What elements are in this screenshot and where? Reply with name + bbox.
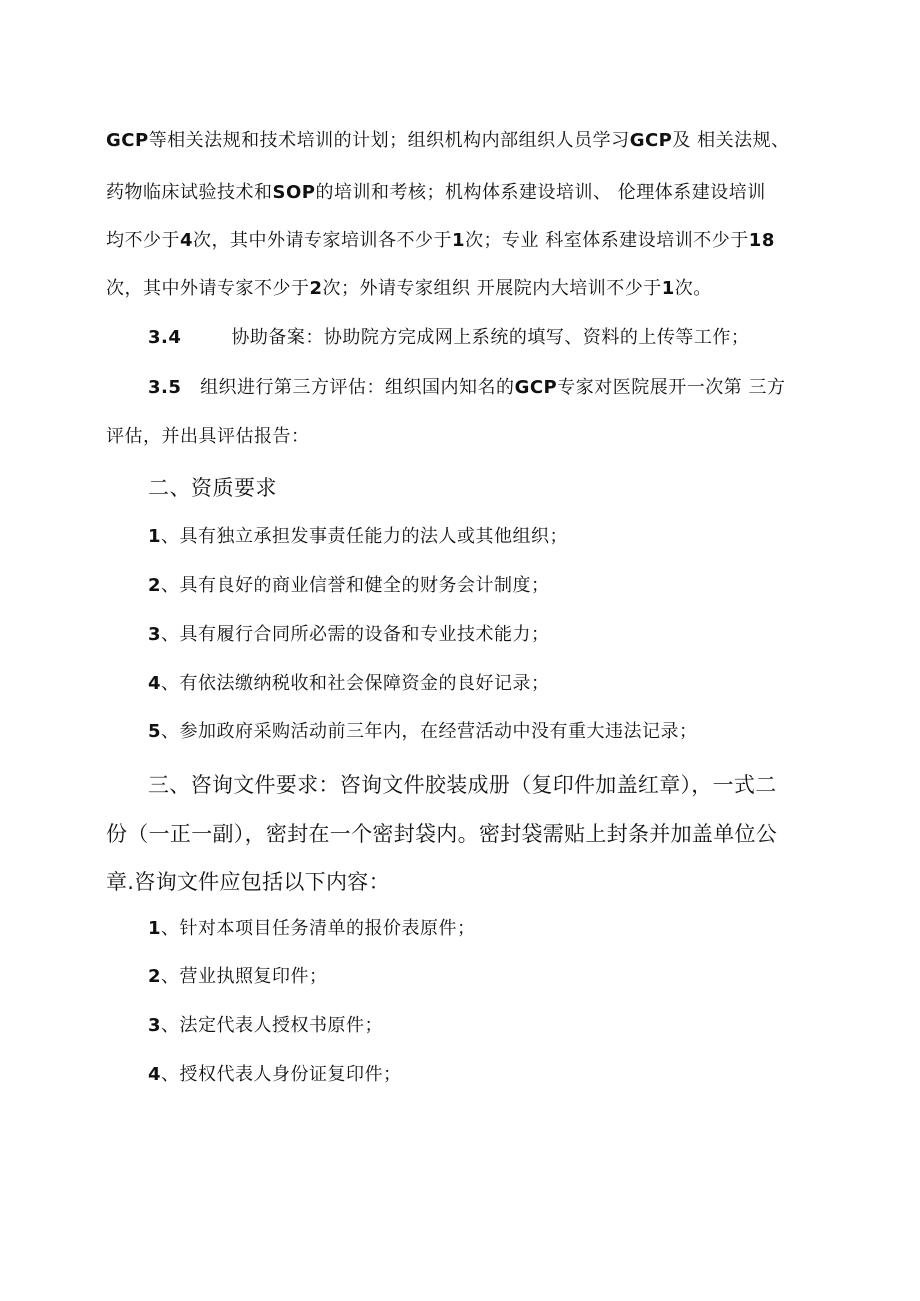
text: 等相关法规和技术培训的计划；组织机构内部组织人员学习 [148,130,630,151]
item-3-5-line2 [106,424,310,450]
doc-item [148,916,476,942]
item-text: 、营业执照复印件； [161,966,328,987]
text: 次，其中外请专家不少于 [106,278,310,299]
item-number: 4 [148,673,162,694]
doc-item [148,1013,383,1039]
item-number: 3.5 [148,377,182,398]
item-text: 、有依法缴纳税收和社会保障资金的良好记录； [161,673,550,694]
qualification-item [148,719,698,745]
item-3-4 [148,325,749,351]
para1-line4 [106,276,712,302]
item-text: 评估，并出具评估报告： [106,426,310,447]
item-text: 专家对医院展开一次第 三方 [557,377,786,398]
qualification-item [148,622,550,648]
text: 次。 [674,278,712,299]
item-number: 1 [148,526,162,547]
item-text: 、法定代表人授权书原件； [161,1015,384,1036]
item-number: 3 [148,624,162,645]
item-text: 协助备案：协助院方完成网上系统的填写、资料的上传等工作； [231,327,750,348]
number: 1 [661,278,675,299]
item-text: 、授权代表人身份证复印件； [161,1064,402,1085]
text: 次；外请专家组织 开展院内大培训不少于 [322,278,662,299]
number: 4 [180,230,194,251]
text: 次，其中外请专家培训各不少于 [193,230,453,251]
gcp-term: GCP [629,130,673,151]
section3-line2: 份（一正一副），密封在一个密封袋内。密封袋需贴上封条并加盖单位公 [106,822,778,846]
item-text: 、针对本项目任务清单的报价表原件； [161,918,476,939]
qualification-item [148,524,568,550]
item-number: 1 [148,918,162,939]
number: 18 [748,230,775,251]
para1-line2 [106,180,766,206]
item-number: 4 [148,1064,162,1085]
text: 及 相关法规、 [672,130,790,151]
section-title-consult-docs: 三、咨询文件要求：咨询文件胶装成册（复印件加盖红章），一式二 [148,773,777,797]
qualification-item [148,671,550,697]
doc-item [148,964,328,990]
number: 2 [309,278,323,299]
text: 药物临床试验技术和 [106,182,273,203]
item-number: 5 [148,721,162,742]
item-text: 组织进行第三方评估：组织国内知名的 [200,377,515,398]
gcp-term: GCP [106,130,149,151]
gcp-term: GCP [514,377,558,398]
text: 次；专业 科室体系建设培训不少于 [465,230,749,251]
item-text: 、具有独立承担发事责任能力的法人或其他组织； [161,526,569,547]
qualification-item [148,573,550,599]
item-3-5 [148,375,785,401]
item-number: 2 [148,966,162,987]
item-number: 3 [148,1015,162,1036]
section-title-qualifications: 二、资质要求 [148,476,277,500]
sop-term: SOP [272,182,316,203]
number: 1 [452,230,466,251]
item-text: 、具有履行合同所必需的设备和专业技术能力； [161,624,550,645]
item-text: 、具有良好的商业信誉和健全的财务会计制度； [161,575,550,596]
item-number: 3.4 [148,327,182,348]
para1-line3 [106,228,775,254]
item-number: 2 [148,575,162,596]
text: 的培训和考核；机构体系建设培训、 伦理体系建设培训 [315,182,766,203]
item-text: 、参加政府采购活动前三年内，在经营活动中没有重大违法记录； [161,721,698,742]
para1-line1 [106,128,790,154]
doc-item [148,1062,402,1088]
text: 均不少于 [106,230,180,251]
section3-line3: 章.咨询文件应包括以下内容： [106,870,390,894]
